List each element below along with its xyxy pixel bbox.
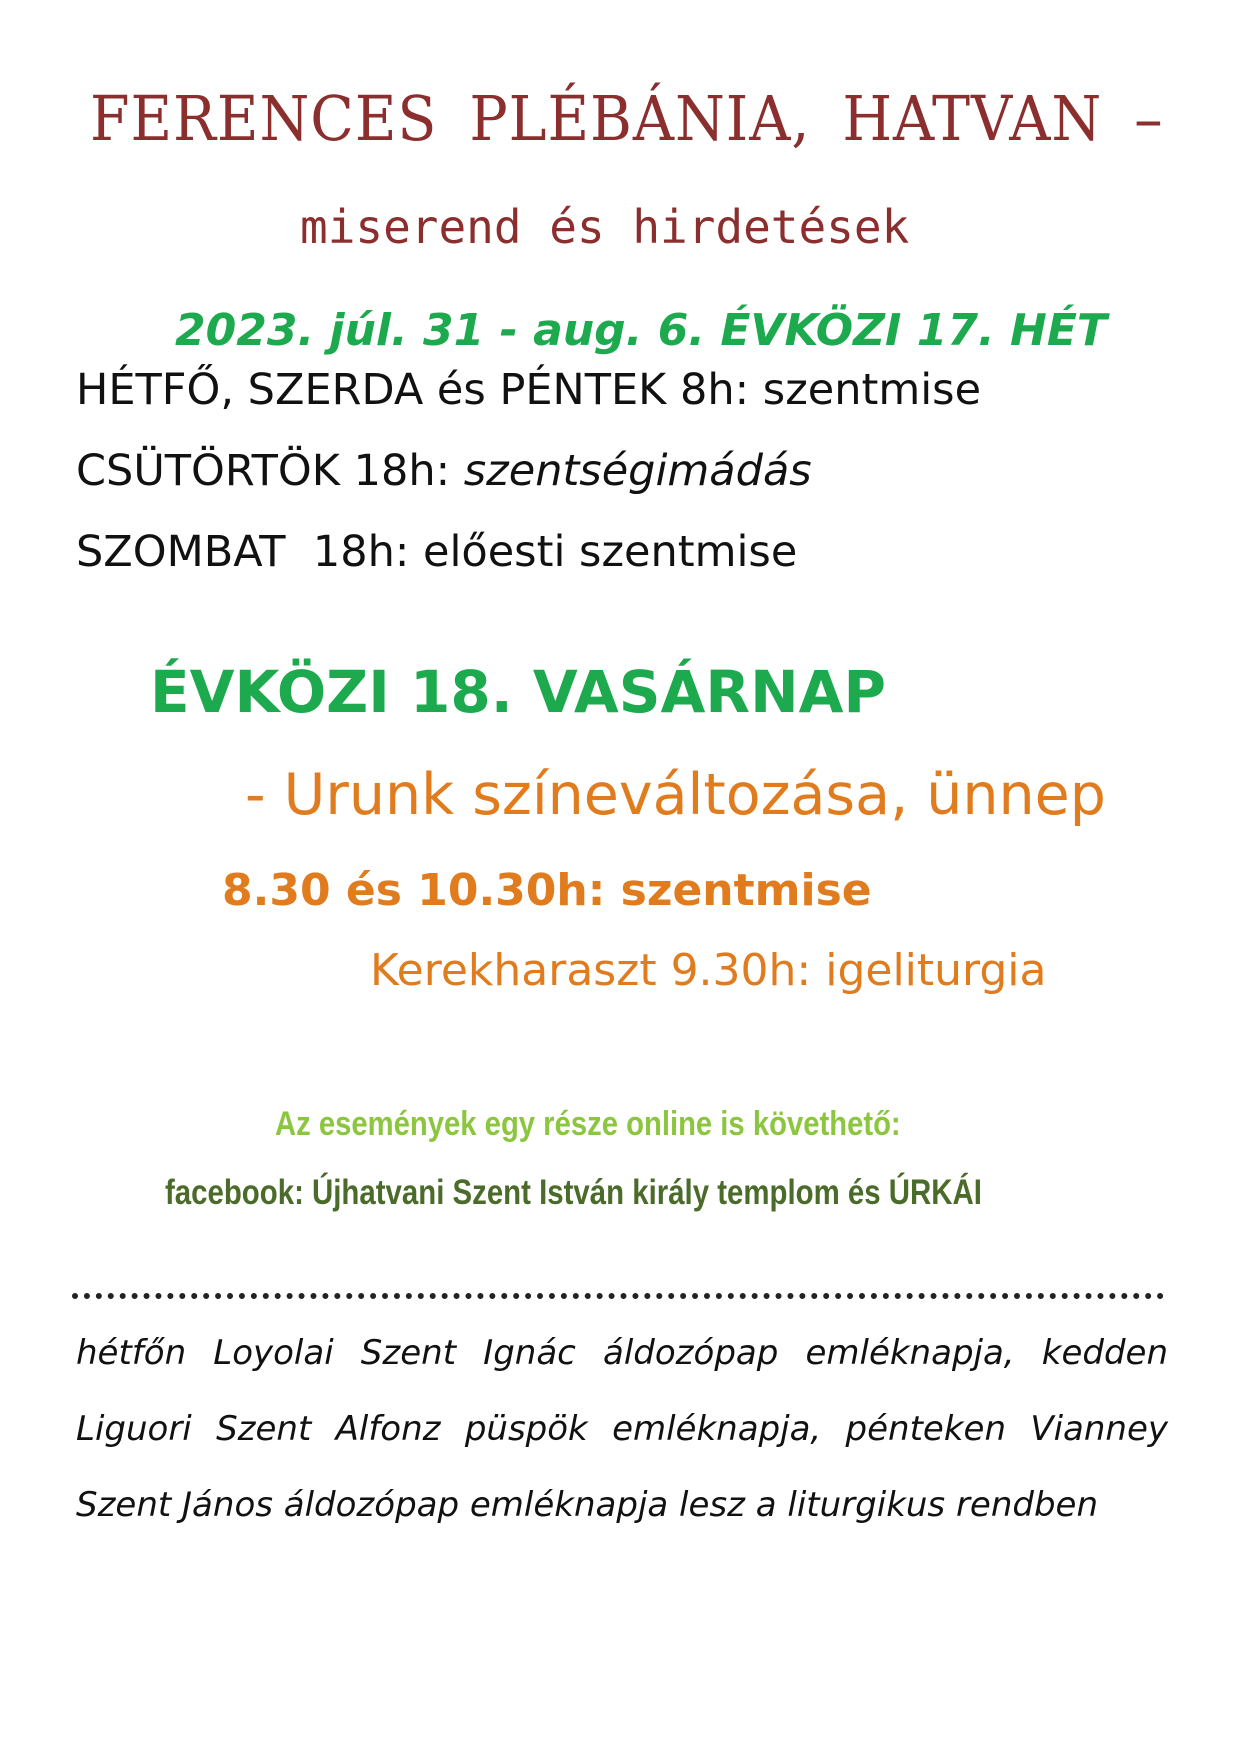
sunday-mass-times: 8.30 és 10.30h: szentmise: [222, 865, 872, 916]
page-title: FERENCES PLÉBÁNIA, HATVAN –: [90, 82, 1164, 155]
online-note: Az események egy része online is követhető:: [275, 1105, 901, 1143]
schedule-row: [76, 446, 812, 496]
sunday-heading: ÉVKÖZI 18. VASÁRNAP: [150, 658, 887, 726]
feast-name: - Urunk színeváltozása, ünnep: [245, 762, 1106, 828]
liturgy-note: Kerekharaszt 9.30h: igeliturgia: [370, 945, 1047, 996]
liturgical-notes: hétfőn Loyolai Szent Ignác áldozópap emléknapja, kedden Liguori Szent Alfonz püspök emléknapja, pénteken Vianney Szent János áldozópap emléknapja lesz a liturgikus rendben: [76, 1333, 1168, 1525]
schedule-event: szentmise: [762, 365, 982, 415]
schedule-label: HÉTFŐ, SZERDA és PÉNTEK 8h:: [76, 365, 750, 415]
schedule-row: [76, 365, 981, 415]
schedule-event: szentségimádás: [463, 446, 812, 496]
facebook-info: facebook: Újhatvani Szent István király templom és ÚRKÁI: [165, 1173, 982, 1212]
schedule-label: SZOMBAT 18h:: [76, 527, 410, 577]
schedule-label: CSÜTÖRTÖK 18h:: [76, 446, 451, 496]
schedule-row: [76, 527, 797, 577]
schedule-event: előesti szentmise: [423, 527, 798, 577]
dotted-divider: [72, 1293, 1164, 1299]
week-heading: 2023. júl. 31 - aug. 6. ÉVKÖZI 17. HÉT: [175, 305, 1107, 356]
page-subtitle: miserend és hirdetések: [300, 200, 910, 254]
